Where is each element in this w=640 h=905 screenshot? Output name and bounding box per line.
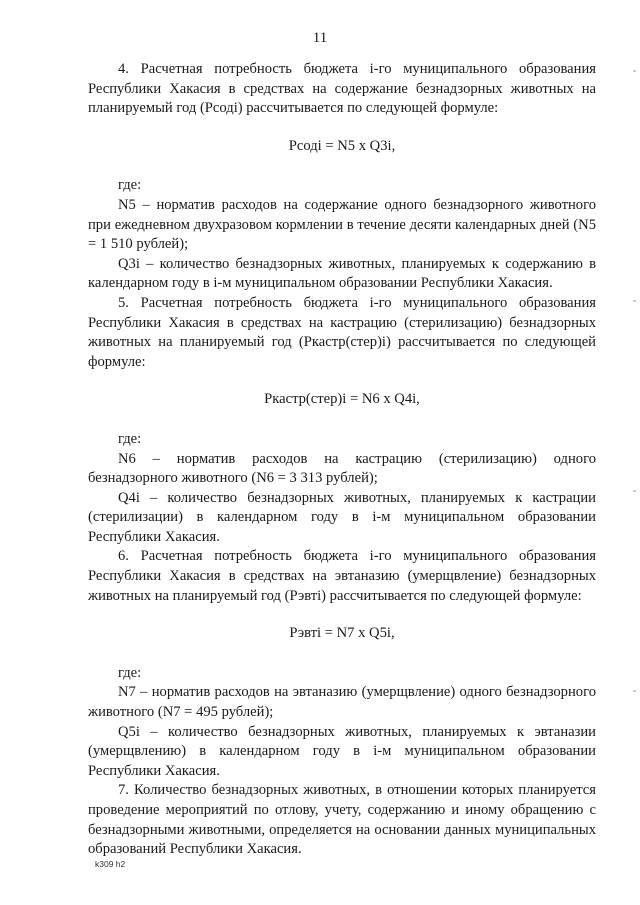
document-code: k309 h2 bbox=[95, 859, 126, 869]
paragraph-6: 6. Расчетная потребность бюджета i-го муниципального образования Республики Хакасия в средствах на эвтаназию (умерщвление) безнадзорных животных на планируемый год (Рэвтi) рассчитывается по следующей формуле: bbox=[88, 548, 596, 604]
where-label-1: где: bbox=[118, 177, 142, 194]
formula-revt: Рэвтi = N7 x Q5i, bbox=[289, 625, 395, 642]
where-label-3: где: bbox=[118, 664, 142, 681]
scan-edge-mark bbox=[633, 300, 636, 302]
definition-q4i: Q4i – количество безнадзорных животных, планируемых к кастрации (стерилизации) в календарном году в i-м муниципальном образовании Республики Хакасия. bbox=[88, 489, 596, 545]
page-number: 11 bbox=[312, 30, 328, 46]
definition-q3i: Q3i – количество безнадзорных животных, планируемых к содержанию в календарном году в i-м муниципальном образовании Республики Хакасия. bbox=[88, 255, 596, 292]
paragraph-4: 4. Расчетная потребность бюджета i-го муниципального образования Республики Хакасия в средствах на содержание безнадзорных животных на планируемый год (Рсодi) рассчитывается по следующей формуле: bbox=[88, 61, 596, 117]
scan-edge-mark bbox=[633, 490, 636, 492]
scan-edge-mark bbox=[633, 690, 636, 692]
definition-q5i: Q5i – количество безнадзорных животных, планируемых к эвтаназии (умерщвлению) в календарном году в i-м муниципальном образовании Республики Хакасия. bbox=[88, 723, 596, 779]
document-body bbox=[88, 60, 596, 860]
formula-rsod: Рсодi = N5 x Q3i, bbox=[288, 137, 396, 154]
scan-edge-mark bbox=[633, 70, 636, 72]
paragraph-5: 5. Расчетная потребность бюджета i-го муниципального образования Республики Хакасия в средствах на кастрацию (стерилизацию) безнадзорных животных на планируемый год (Ркастр(стер)i) рассчитывается по следующей формуле: bbox=[88, 294, 596, 370]
paragraph-7: 7. Количество безнадзорных животных, в отношении которых планируется проведение мероприятий по отлову, учету, содержанию и иному обращению с безнадзорными животными, определяется на основании данных муниципальных образований Республики Хакасия. bbox=[88, 782, 596, 858]
definition-n5: N5 – норматив расходов на содержание одного безнадзорного животного при ежедневном двухразовом кормлении в течение десяти календарных дней (N5 = 1 510 рублей); bbox=[88, 196, 596, 253]
where-label-2: где: bbox=[118, 430, 142, 447]
formula-rkastr: Ркастр(стер)i = N6 x Q4i, bbox=[264, 391, 420, 408]
definition-n7: N7 – норматив расходов на эвтаназию (умерщвление) одного безнадзорного животного (N7 = 495 рублей); bbox=[88, 684, 596, 721]
definition-n6: N6 – норматив расходов на кастрацию (стерилизацию) одного безнадзорного животного (N6 = 3 313 рублей); bbox=[88, 450, 596, 487]
